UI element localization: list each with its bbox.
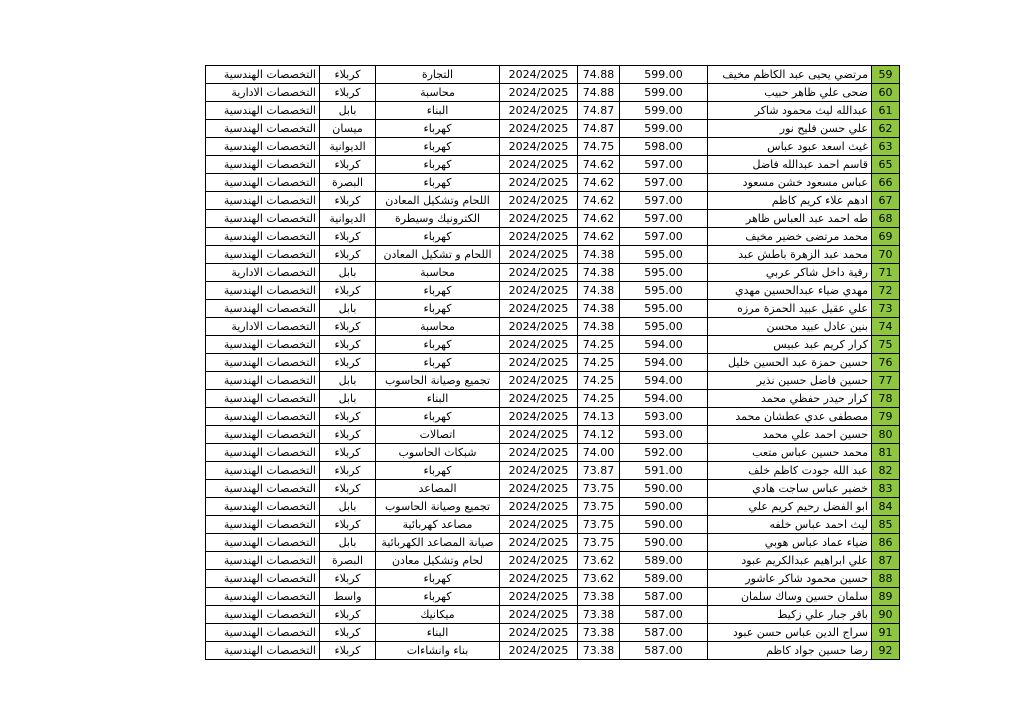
average-cell: 74.88	[578, 84, 620, 102]
specialization-cell: اتصالات	[376, 426, 500, 444]
student-name-cell: كرار حيدر حفظي محمد	[708, 390, 872, 408]
student-name-cell: حسين احمد علي محمد	[708, 426, 872, 444]
total-score-cell: 594.00	[620, 390, 708, 408]
total-score-cell: 595.00	[620, 318, 708, 336]
academic-year-cell: 2024/2025	[500, 120, 578, 138]
rank-number-cell: 85	[872, 516, 900, 534]
specialization-cell: المصاعد	[376, 480, 500, 498]
governorate-cell: بابل	[320, 102, 376, 120]
average-cell: 74.62	[578, 228, 620, 246]
rank-number-cell: 65	[872, 156, 900, 174]
rank-number-cell: 68	[872, 210, 900, 228]
student-name-cell: عبد الله جودت كاظم خلف	[708, 462, 872, 480]
governorate-cell: كربلاء	[320, 66, 376, 84]
student-name-cell: ابو الفضل رحيم كريم علي	[708, 498, 872, 516]
category-cell: التخصصات الهندسية	[206, 570, 320, 588]
total-score-cell: 589.00	[620, 552, 708, 570]
rank-number-cell: 80	[872, 426, 900, 444]
category-cell: التخصصات الهندسية	[206, 390, 320, 408]
rank-number-cell: 86	[872, 534, 900, 552]
student-name-cell: حسين محمود شاكر عاشور	[708, 570, 872, 588]
specialization-cell: تجميع وصيانة الحاسوب	[376, 498, 500, 516]
average-cell: 74.87	[578, 102, 620, 120]
table-row	[206, 102, 900, 120]
category-cell: التخصصات الهندسية	[206, 102, 320, 120]
total-score-cell: 595.00	[620, 246, 708, 264]
governorate-cell: كربلاء	[320, 624, 376, 642]
rank-number-cell: 79	[872, 408, 900, 426]
category-cell: التخصصات الهندسية	[206, 606, 320, 624]
specialization-cell: كهرباء	[376, 120, 500, 138]
academic-year-cell: 2024/2025	[500, 66, 578, 84]
academic-year-cell: 2024/2025	[500, 588, 578, 606]
rank-number-cell: 73	[872, 300, 900, 318]
governorate-cell: كربلاء	[320, 282, 376, 300]
student-name-cell: حسين حمزة عبد الحسين خليل	[708, 354, 872, 372]
student-name-cell: غيث اسعد عبود عباس	[708, 138, 872, 156]
student-name-cell: رقية داخل شاكر عربي	[708, 264, 872, 282]
rank-number-cell: 78	[872, 390, 900, 408]
specialization-cell: اللحام وتشكيل المعادن	[376, 192, 500, 210]
category-cell: التخصصات الادارية	[206, 318, 320, 336]
governorate-cell: كربلاء	[320, 336, 376, 354]
table-row	[206, 174, 900, 192]
average-cell: 74.75	[578, 138, 620, 156]
total-score-cell: 591.00	[620, 462, 708, 480]
table-row	[206, 210, 900, 228]
table-row	[206, 570, 900, 588]
academic-year-cell: 2024/2025	[500, 228, 578, 246]
academic-year-cell: 2024/2025	[500, 138, 578, 156]
rank-number-cell: 70	[872, 246, 900, 264]
governorate-cell: كربلاء	[320, 84, 376, 102]
student-name-cell: طه احمد عبد العباس ظاهر	[708, 210, 872, 228]
total-score-cell: 597.00	[620, 210, 708, 228]
average-cell: 74.38	[578, 318, 620, 336]
total-score-cell: 590.00	[620, 534, 708, 552]
category-cell: التخصصات الهندسية	[206, 534, 320, 552]
total-score-cell: 597.00	[620, 174, 708, 192]
total-score-cell: 597.00	[620, 192, 708, 210]
table-row	[206, 480, 900, 498]
governorate-cell: البصرة	[320, 552, 376, 570]
rank-number-cell: 60	[872, 84, 900, 102]
average-cell: 74.38	[578, 282, 620, 300]
rank-number-cell: 87	[872, 552, 900, 570]
average-cell: 73.62	[578, 570, 620, 588]
category-cell: التخصصات الهندسية	[206, 228, 320, 246]
rank-number-cell: 76	[872, 354, 900, 372]
specialization-cell: كهرباء	[376, 336, 500, 354]
average-cell: 74.25	[578, 390, 620, 408]
governorate-cell: كربلاء	[320, 408, 376, 426]
student-name-cell: خضير عباس ساجت هادي	[708, 480, 872, 498]
specialization-cell: ميكانيك	[376, 606, 500, 624]
rank-number-cell: 91	[872, 624, 900, 642]
total-score-cell: 599.00	[620, 66, 708, 84]
student-name-cell: مهدي ضياء عبدالحسين مهدي	[708, 282, 872, 300]
table-row	[206, 138, 900, 156]
average-cell: 74.87	[578, 120, 620, 138]
specialization-cell: محاسبة	[376, 264, 500, 282]
total-score-cell: 594.00	[620, 372, 708, 390]
rank-number-cell: 81	[872, 444, 900, 462]
total-score-cell: 587.00	[620, 624, 708, 642]
specialization-cell: اللحام و تشكيل المعادن	[376, 246, 500, 264]
table-row	[206, 462, 900, 480]
specialization-cell: مصاعد كهربائية	[376, 516, 500, 534]
total-score-cell: 590.00	[620, 498, 708, 516]
category-cell: التخصصات الهندسية	[206, 300, 320, 318]
academic-year-cell: 2024/2025	[500, 210, 578, 228]
table-row	[206, 336, 900, 354]
category-cell: التخصصات الهندسية	[206, 372, 320, 390]
total-score-cell: 597.00	[620, 156, 708, 174]
total-score-cell: 587.00	[620, 588, 708, 606]
total-score-cell: 599.00	[620, 84, 708, 102]
table-row	[206, 444, 900, 462]
average-cell: 73.87	[578, 462, 620, 480]
student-name-cell: قاسم احمد عبدالله فاضل	[708, 156, 872, 174]
governorate-cell: كربلاء	[320, 570, 376, 588]
rank-number-cell: 61	[872, 102, 900, 120]
table-row	[206, 192, 900, 210]
average-cell: 74.00	[578, 444, 620, 462]
table-row	[206, 246, 900, 264]
average-cell: 73.75	[578, 516, 620, 534]
rank-number-cell: 88	[872, 570, 900, 588]
governorate-cell: كربلاء	[320, 516, 376, 534]
governorate-cell: بابل	[320, 498, 376, 516]
specialization-cell: كهرباء	[376, 570, 500, 588]
table-row	[206, 534, 900, 552]
table-row	[206, 552, 900, 570]
average-cell: 74.38	[578, 264, 620, 282]
total-score-cell: 587.00	[620, 642, 708, 660]
specialization-cell: كهرباء	[376, 408, 500, 426]
rank-number-cell: 92	[872, 642, 900, 660]
academic-year-cell: 2024/2025	[500, 516, 578, 534]
academic-year-cell: 2024/2025	[500, 300, 578, 318]
student-name-cell: كرار كريم عبد عبيس	[708, 336, 872, 354]
total-score-cell: 594.00	[620, 336, 708, 354]
specialization-cell: كهرباء	[376, 354, 500, 372]
student-name-cell: علي ابراهيم عبدالكريم عبود	[708, 552, 872, 570]
total-score-cell: 593.00	[620, 408, 708, 426]
student-name-cell: مرتضي يحيى عبد الكاظم مخيف	[708, 66, 872, 84]
total-score-cell: 594.00	[620, 354, 708, 372]
specialization-cell: البناء	[376, 390, 500, 408]
student-name-cell: محمد حسين عباس متعب	[708, 444, 872, 462]
governorate-cell: كربلاء	[320, 354, 376, 372]
academic-year-cell: 2024/2025	[500, 84, 578, 102]
academic-year-cell: 2024/2025	[500, 408, 578, 426]
specialization-cell: تجميع وصيانة الحاسوب	[376, 372, 500, 390]
average-cell: 73.75	[578, 480, 620, 498]
student-name-cell: مصطفى عدي عطشان محمد	[708, 408, 872, 426]
total-score-cell: 590.00	[620, 480, 708, 498]
specialization-cell: البناء	[376, 102, 500, 120]
category-cell: التخصصات الهندسية	[206, 498, 320, 516]
governorate-cell: واسط	[320, 588, 376, 606]
rank-number-cell: 83	[872, 480, 900, 498]
specialization-cell: شبكات الحاسوب	[376, 444, 500, 462]
average-cell: 74.62	[578, 174, 620, 192]
average-cell: 74.25	[578, 354, 620, 372]
academic-year-cell: 2024/2025	[500, 354, 578, 372]
governorate-cell: ميسان	[320, 120, 376, 138]
rank-number-cell: 74	[872, 318, 900, 336]
table-row	[206, 624, 900, 642]
average-cell: 73.38	[578, 606, 620, 624]
specialization-cell: البناء	[376, 624, 500, 642]
student-name-cell: ضحى علي ظاهر حبيب	[708, 84, 872, 102]
total-score-cell: 598.00	[620, 138, 708, 156]
governorate-cell: كربلاء	[320, 228, 376, 246]
average-cell: 74.38	[578, 246, 620, 264]
total-score-cell: 595.00	[620, 300, 708, 318]
academic-year-cell: 2024/2025	[500, 426, 578, 444]
rank-number-cell: 75	[872, 336, 900, 354]
specialization-cell: صيانة المصاعد الكهربائية	[376, 534, 500, 552]
student-name-cell: عبدالله ليث محمود شاكر	[708, 102, 872, 120]
table-row	[206, 120, 900, 138]
average-cell: 73.38	[578, 642, 620, 660]
academic-year-cell: 2024/2025	[500, 264, 578, 282]
student-name-cell: ادهم علاء كريم كاظم	[708, 192, 872, 210]
governorate-cell: كربلاء	[320, 444, 376, 462]
table-row	[206, 642, 900, 660]
average-cell: 73.38	[578, 624, 620, 642]
total-score-cell: 597.00	[620, 228, 708, 246]
category-cell: التخصصات الهندسية	[206, 66, 320, 84]
category-cell: التخصصات الادارية	[206, 84, 320, 102]
academic-year-cell: 2024/2025	[500, 642, 578, 660]
average-cell: 73.38	[578, 588, 620, 606]
table-row	[206, 408, 900, 426]
average-cell: 74.13	[578, 408, 620, 426]
table-row	[206, 84, 900, 102]
academic-year-cell: 2024/2025	[500, 372, 578, 390]
table-row	[206, 300, 900, 318]
category-cell: التخصصات الهندسية	[206, 354, 320, 372]
academic-year-cell: 2024/2025	[500, 174, 578, 192]
table-row	[206, 372, 900, 390]
table-row	[206, 390, 900, 408]
specialization-cell: كهرباء	[376, 138, 500, 156]
category-cell: التخصصات الهندسية	[206, 210, 320, 228]
table-row	[206, 228, 900, 246]
total-score-cell: 595.00	[620, 264, 708, 282]
governorate-cell: بابل	[320, 264, 376, 282]
average-cell: 73.75	[578, 534, 620, 552]
student-name-cell: سلمان حسين وساك سلمان	[708, 588, 872, 606]
governorate-cell: كربلاء	[320, 192, 376, 210]
rank-number-cell: 59	[872, 66, 900, 84]
student-name-cell: علي حسن فليح نور	[708, 120, 872, 138]
governorate-cell: الديوانية	[320, 138, 376, 156]
category-cell: التخصصات الهندسية	[206, 174, 320, 192]
category-cell: التخصصات الهندسية	[206, 246, 320, 264]
average-cell: 74.62	[578, 192, 620, 210]
governorate-cell: كربلاء	[320, 426, 376, 444]
table-row	[206, 264, 900, 282]
academic-year-cell: 2024/2025	[500, 624, 578, 642]
student-name-cell: محمد مرتضى خضير مخيف	[708, 228, 872, 246]
specialization-cell: محاسبة	[376, 84, 500, 102]
category-cell: التخصصات الهندسية	[206, 462, 320, 480]
academic-year-cell: 2024/2025	[500, 102, 578, 120]
rank-number-cell: 71	[872, 264, 900, 282]
academic-year-cell: 2024/2025	[500, 462, 578, 480]
specialization-cell: كهرباء	[376, 300, 500, 318]
average-cell: 73.62	[578, 552, 620, 570]
average-cell: 74.38	[578, 300, 620, 318]
average-cell: 73.75	[578, 498, 620, 516]
academic-year-cell: 2024/2025	[500, 498, 578, 516]
academic-year-cell: 2024/2025	[500, 282, 578, 300]
average-cell: 74.88	[578, 66, 620, 84]
table-row	[206, 318, 900, 336]
table-row	[206, 354, 900, 372]
student-name-cell: بنين عادل عبيد محسن	[708, 318, 872, 336]
academic-year-cell: 2024/2025	[500, 336, 578, 354]
governorate-cell: بابل	[320, 534, 376, 552]
rank-number-cell: 63	[872, 138, 900, 156]
specialization-cell: كهرباء	[376, 282, 500, 300]
student-name-cell: علي عقيل عبيد الحمزة مرزه	[708, 300, 872, 318]
student-name-cell: ضياء عماد عباس هوبي	[708, 534, 872, 552]
specialization-cell: لحام وتشكيل معادن	[376, 552, 500, 570]
governorate-cell: بابل	[320, 390, 376, 408]
table-row	[206, 282, 900, 300]
category-cell: التخصصات الهندسية	[206, 336, 320, 354]
governorate-cell: البصرة	[320, 174, 376, 192]
rank-number-cell: 89	[872, 588, 900, 606]
rank-number-cell: 66	[872, 174, 900, 192]
academic-year-cell: 2024/2025	[500, 156, 578, 174]
specialization-cell: كهرباء	[376, 588, 500, 606]
table-row	[206, 606, 900, 624]
category-cell: التخصصات الهندسية	[206, 444, 320, 462]
specialization-cell: كهرباء	[376, 174, 500, 192]
category-cell: التخصصات الهندسية	[206, 624, 320, 642]
total-score-cell: 599.00	[620, 120, 708, 138]
specialization-cell: كهرباء	[376, 228, 500, 246]
academic-year-cell: 2024/2025	[500, 552, 578, 570]
student-name-cell: محمد عبد الزهرة باطش عبد	[708, 246, 872, 264]
governorate-cell: كربلاء	[320, 246, 376, 264]
category-cell: التخصصات الهندسية	[206, 426, 320, 444]
governorate-cell: كربلاء	[320, 156, 376, 174]
category-cell: التخصصات الهندسية	[206, 480, 320, 498]
academic-year-cell: 2024/2025	[500, 606, 578, 624]
results-table-body	[206, 66, 900, 660]
student-name-cell: سراج الدين عباس حسن عبود	[708, 624, 872, 642]
specialization-cell: كهرباء	[376, 462, 500, 480]
average-cell: 74.62	[578, 210, 620, 228]
student-name-cell: عباس مسعود خشن مسعود	[708, 174, 872, 192]
student-name-cell: ليث احمد عباس خلفه	[708, 516, 872, 534]
average-cell: 74.12	[578, 426, 620, 444]
category-cell: التخصصات الهندسية	[206, 552, 320, 570]
academic-year-cell: 2024/2025	[500, 192, 578, 210]
category-cell: التخصصات الهندسية	[206, 120, 320, 138]
academic-year-cell: 2024/2025	[500, 444, 578, 462]
governorate-cell: كربلاء	[320, 318, 376, 336]
governorate-cell: بابل	[320, 372, 376, 390]
academic-year-cell: 2024/2025	[500, 318, 578, 336]
total-score-cell: 599.00	[620, 102, 708, 120]
academic-year-cell: 2024/2025	[500, 390, 578, 408]
category-cell: التخصصات الهندسية	[206, 282, 320, 300]
category-cell: التخصصات الهندسية	[206, 408, 320, 426]
results-table	[205, 65, 900, 660]
rank-number-cell: 72	[872, 282, 900, 300]
rank-number-cell: 84	[872, 498, 900, 516]
governorate-cell: كربلاء	[320, 642, 376, 660]
table-row	[206, 498, 900, 516]
category-cell: التخصصات الهندسية	[206, 516, 320, 534]
table-row	[206, 516, 900, 534]
academic-year-cell: 2024/2025	[500, 480, 578, 498]
rank-number-cell: 69	[872, 228, 900, 246]
category-cell: التخصصات الهندسية	[206, 138, 320, 156]
academic-year-cell: 2024/2025	[500, 246, 578, 264]
academic-year-cell: 2024/2025	[500, 570, 578, 588]
specialization-cell: محاسبة	[376, 318, 500, 336]
category-cell: التخصصات الهندسية	[206, 588, 320, 606]
governorate-cell: الديوانية	[320, 210, 376, 228]
total-score-cell: 590.00	[620, 516, 708, 534]
total-score-cell: 595.00	[620, 282, 708, 300]
total-score-cell: 593.00	[620, 426, 708, 444]
academic-year-cell: 2024/2025	[500, 534, 578, 552]
rank-number-cell: 77	[872, 372, 900, 390]
category-cell: التخصصات الهندسية	[206, 156, 320, 174]
total-score-cell: 592.00	[620, 444, 708, 462]
category-cell: التخصصات الادارية	[206, 264, 320, 282]
student-name-cell: باقر جبار علي زكيط	[708, 606, 872, 624]
category-cell: التخصصات الهندسية	[206, 642, 320, 660]
rank-number-cell: 62	[872, 120, 900, 138]
table-row	[206, 156, 900, 174]
table-row	[206, 588, 900, 606]
specialization-cell: الكترونيك وسيطرة	[376, 210, 500, 228]
student-name-cell: رضا حسين جواد كاظم	[708, 642, 872, 660]
specialization-cell: كهرباء	[376, 156, 500, 174]
category-cell: التخصصات الهندسية	[206, 192, 320, 210]
average-cell: 74.62	[578, 156, 620, 174]
governorate-cell: بابل	[320, 300, 376, 318]
rank-number-cell: 82	[872, 462, 900, 480]
governorate-cell: كربلاء	[320, 462, 376, 480]
specialization-cell: التجارة	[376, 66, 500, 84]
average-cell: 74.25	[578, 336, 620, 354]
total-score-cell: 589.00	[620, 570, 708, 588]
total-score-cell: 587.00	[620, 606, 708, 624]
specialization-cell: بناء وانشاءات	[376, 642, 500, 660]
table-row	[206, 426, 900, 444]
rank-number-cell: 90	[872, 606, 900, 624]
rank-number-cell: 67	[872, 192, 900, 210]
table-row	[206, 66, 900, 84]
governorate-cell: كربلاء	[320, 480, 376, 498]
governorate-cell: كربلاء	[320, 606, 376, 624]
average-cell: 74.25	[578, 372, 620, 390]
student-name-cell: حسين فاضل حسين نذير	[708, 372, 872, 390]
